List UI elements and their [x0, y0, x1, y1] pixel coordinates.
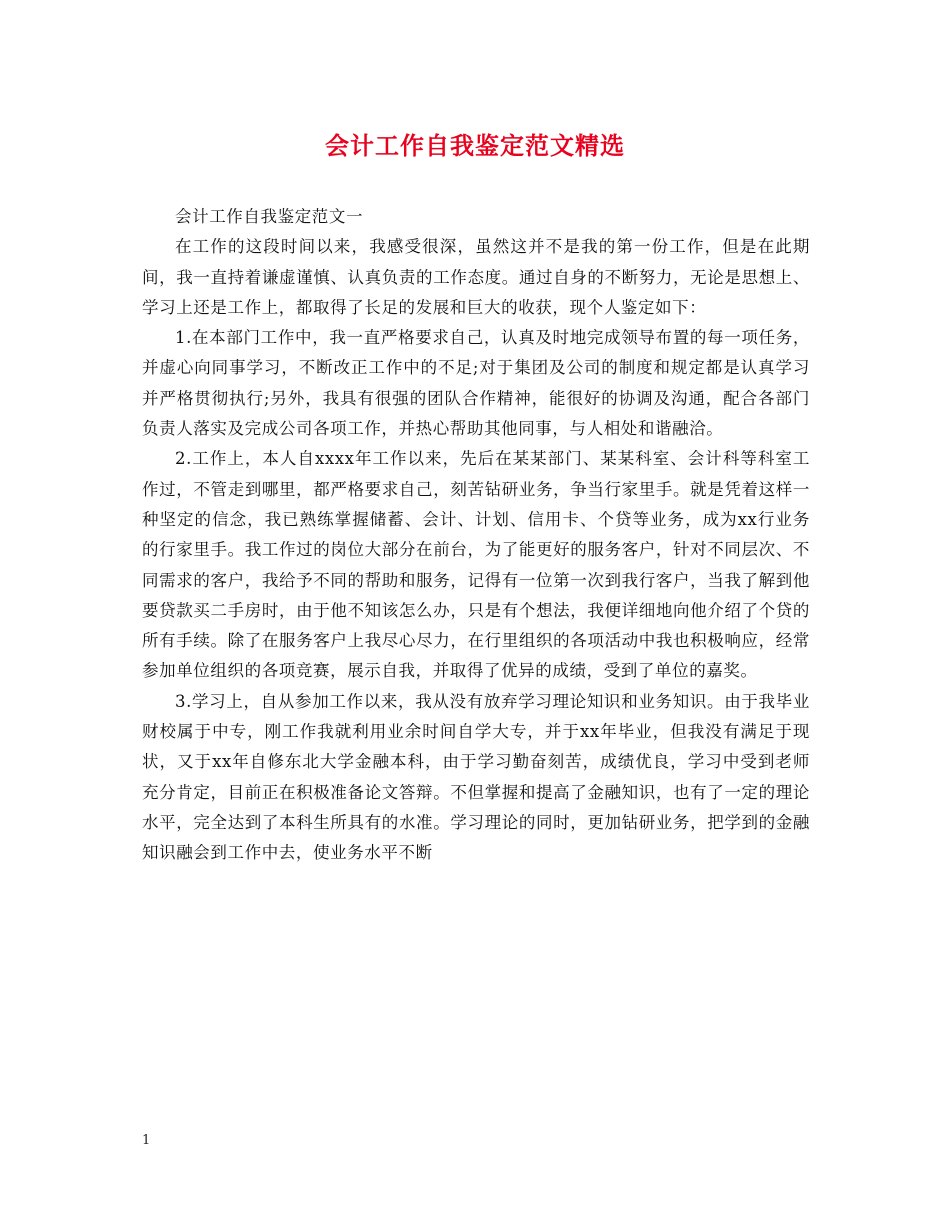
- document-title: 会计工作自我鉴定范文精选: [325, 132, 625, 160]
- paragraph-item-3: 3.学习上，自从参加工作以来，我从没有放弃学习理论知识和业务知识。由于我毕业财校属于中专，刚工作我就利用业余时间自学大专，并于xx年毕业，但我没有满足于现状，又于xx年自修东北大学金融本科，由于学习勤奋刻苦，成绩优良，学习中受到老师充分肯定，目前正在积极准备论文答辩。不但掌握和提高了金融知识，也有了一定的理论水平，完全达到了本科生所具有的水准。学习理论的同时，更加钻研业务，把学到的金融知识融会到工作中去，使业务水平不断: [142, 691, 810, 863]
- section-heading: 会计工作自我鉴定范文一: [175, 207, 364, 226]
- document-body: [142, 202, 810, 869]
- paragraph-item-2: 2.工作上，本人自xxxx年工作以来，先后在某某部门、某某科室、会计科等科室工作过，不管走到哪里，都严格要求自己，刻苦钻研业务，争当行家里手。就是凭着这样一种坚定的信念，我已熟练掌握储蓄、会计、计划、信用卡、个贷等业务，成为xx行业务的行家里手。我工作过的岗位大部分在前台，为了能更好的服务客户，针对不同层次、不同需求的客户，我给予不同的帮助和服务，记得有一位第一次到我行客户，当我了解到他要贷款买二手房时，由于他不知该怎么办，只是有个想法，我便详细地向他介绍了个贷的所有手续。除了在服务客户上我尽心尽力，在行里组织的各项活动中我也积极响应，经常参加单位组织的各项竞赛，展示自我，并取得了优异的成绩，受到了单位的嘉奖。: [142, 449, 810, 681]
- paragraph-item-1: 1.在本部门工作中，我一直严格要求自己，认真及时地完成领导布置的每一项任务，并虚心向同事学习，不断改正工作中的不足;对于集团及公司的制度和规定都是认真学习并严格贯彻执行;另外，我具有很强的团队合作精神，能很好的协调及沟通，配合各部门负责人落实及完成公司各项工作，并热心帮助其他同事，与人相处和谐融洽。: [142, 328, 810, 439]
- paragraph-intro: 在工作的这段时间以来，我感受很深，虽然这并不是我的第一份工作，但是在此期间，我一直持着谦虚谨慎、认真负责的工作态度。通过自身的不断努力，无论是思想上、学习上还是工作上，都取得了长足的发展和巨大的收获，现个人鉴定如下：: [142, 237, 810, 317]
- page-number: 1: [142, 1133, 151, 1148]
